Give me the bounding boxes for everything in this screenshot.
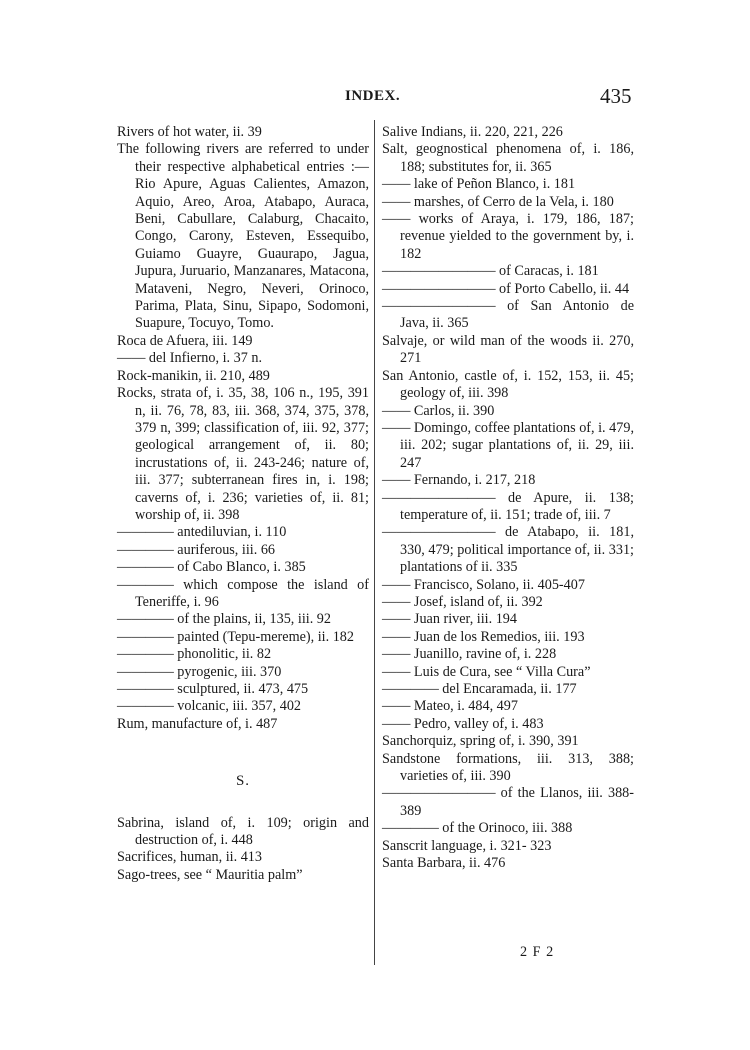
index-entry: Sanchorquiz, spring of, i. 390, 391 [382,733,579,750]
index-entry: Roca de Afuera, iii. 149 [117,332,253,349]
index-entry: ———— antediluvian, i. 110 [117,524,287,541]
index-entry: ———— auriferous, iii. 66 [117,541,276,558]
index-entry: Rum, manufacture of, i. 487 [117,715,278,732]
index-entry: Rivers of hot water, ii. 39 [117,124,262,140]
index-entry: Rock-manikin, ii. 210, 489 [117,367,270,384]
index-entry: —— Mateo, i. 484, 497 [382,698,518,715]
index-entry: Sacrifices, human, ii. 413 [117,849,262,866]
index-entry: ———— sculptured, ii. 473, 475 [117,681,309,697]
index-entry: —— lake of Peñon Blanco, i. 181 [382,176,576,193]
index-entry: Salive Indians, ii. 220, 221, 226 [382,124,563,140]
index-entry: The following rivers are referred to under their respective alphabetical entries :—Rio Apure, Aguas Calientes, Amazon, Aquio, Areo, Aroa, Atabapo, Auraca, Beni, Cabullare, Calaburg, Chacaito, Congo, Carony, Esteven, Essequibo, Guiamo Guayre, Guaurapo, Jagua, Jupura, Juruario, Manzanares, Matacona, Mataveni, Negro, Neveri, Orinoco, Parima, Plata, Sinu, Sipapo, Sodomoni, Suapure, Tocuyo, Tomo. [117,141,369,332]
index-entry: Rocks, strata of, i. 35, 38, 106 n., 195, 391 n, ii. 76, 78, 83, iii. 368, 374, 375, 378, 379 n, 399; classification of, iii. 92, 377; geological arrangement of, ii. 80; incrustations of, ii. 243-246; nature of, iii. 377; subterranean fires in, i. 198; caverns of, i. 236; varieties of, ii. 81; worship of, ii. 398 [117,385,369,523]
page-number: 435 [600,84,632,108]
section-letter-heading: S. [235,773,251,790]
index-entry: —— Juan de los Remedios, iii. 193 [382,628,585,645]
running-header: INDEX. [345,88,401,104]
index-entry: ———— of the Orinoco, iii. 388 [382,820,573,837]
index-entry: —— Pedro, valley of, i. 483 [382,715,544,732]
index-entry: —— Josef, island of, ii. 392 [382,593,543,610]
index-entry: ———————— de Atabapo, ii. 181, 330, 479; political importance of, ii. 331; plantations of ii. 335 [382,524,634,576]
index-entry: —— Francisco, Solano, ii. 405-407 [382,576,585,593]
index-entry: —— Juanillo, ravine of, i. 228 [382,646,557,663]
index-entry: ———— of Cabo Blanco, i. 385 [117,559,306,576]
index-entry: Sanscrit language, i. 321- 323 [382,837,552,854]
index-entry: ———————— of Caracas, i. 181 [382,263,599,280]
index-entry: —— Carlos, ii. 390 [382,402,495,419]
index-entry: Salt, geognostical phenomena of, i. 186, 188; substitutes for, ii. 365 [382,141,634,175]
index-entry: ———— phonolitic, ii. 82 [117,646,272,663]
column-divider [374,120,375,965]
right-column [382,124,634,872]
index-entry: —— Fernando, i. 217, 218 [382,472,536,489]
index-entry: Salvaje, or wild man of the woods ii. 270, 271 [382,332,634,367]
index-entry: Sandstone formations, iii. 313, 388; varieties of, iii. 390 [382,750,634,785]
index-entry: ———————— de Apure, ii. 138; temperature of, ii. 151; trade of, iii. 7 [382,489,634,523]
index-entry: Sabrina, island of, i. 109; origin and destruction of, i. 448 [117,814,369,849]
index-entry: San Antonio, castle of, i. 152, 153, ii. 45; geology of, iii. 398 [382,367,634,402]
index-entry: Santa Barbara, ii. 476 [382,855,506,872]
index-entry: —— Juan river, iii. 194 [382,611,517,628]
index-entry: —— Luis de Cura, see “ Villa Cura” [382,663,591,680]
index-entry: ———— volcanic, iii. 357, 402 [117,698,302,715]
index-entry: ———————— of San Antonio de Java, ii. 365 [382,298,634,332]
index-entry: —— marshes, of Cerro de la Vela, i. 180 [382,193,614,210]
index-entry: ———————— of Porto Cabello, ii. 44 [382,280,630,297]
index-entry: ———— of the plains, ii, 135, iii. 92 [117,611,331,628]
index-entry: ———— which compose the island of Teneriffe, i. 96 [117,576,369,610]
index-entry: ———————— of the Llanos, iii. 388-389 [382,785,634,819]
index-entry: —— del Infierno, i. 37 n. [117,350,262,367]
index-entry: Sago-trees, see “ Mauritia palm” [117,866,303,883]
index-entry: ———— pyrogenic, iii. 370 [117,663,282,680]
left-column [117,124,369,884]
index-entry: —— Domingo, coffee plantations of, i. 479, iii. 202; sugar plantations of, ii. 29, iii. 247 [382,419,634,471]
index-entry: ———— painted (Tepu-mereme), ii. 182 [117,628,354,645]
index-entry: —— works of Araya, i. 179, 186, 187; revenue yielded to the government by, i. 182 [382,211,634,262]
signature-mark: 2 F 2 [520,944,555,960]
index-entry: ———— del Encaramada, ii. 177 [382,681,577,697]
